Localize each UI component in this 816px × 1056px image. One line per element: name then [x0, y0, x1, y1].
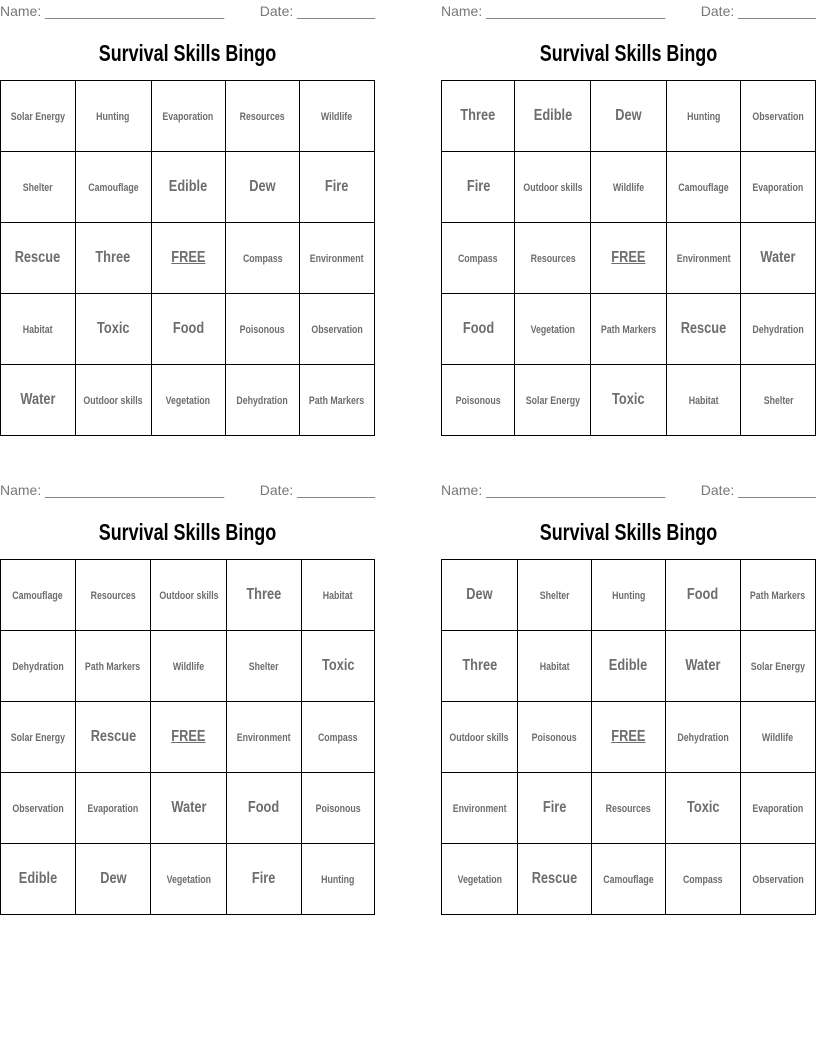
bingo-cell[interactable] [666, 81, 741, 152]
cell-label: Dew [249, 178, 276, 195]
cell-label: Three [461, 657, 497, 674]
cell-label: Dew [466, 586, 493, 603]
bingo-cell[interactable] [666, 365, 741, 436]
bingo-cell[interactable] [515, 294, 591, 365]
cell-label: Shelter [763, 395, 794, 407]
cell-label: Hunting [686, 111, 721, 123]
bingo-cell[interactable] [1, 294, 76, 365]
bingo-cell[interactable] [301, 844, 374, 915]
bingo-cell[interactable] [225, 365, 299, 436]
bingo-row [442, 773, 816, 844]
cell-label: Habitat [539, 661, 570, 673]
bingo-cell[interactable] [151, 81, 225, 152]
bingo-cell[interactable] [741, 294, 816, 365]
bingo-cell[interactable] [442, 294, 515, 365]
cell-label: Wildlife [172, 661, 205, 673]
bingo-row [1, 152, 375, 223]
cell-label: Camouflage [12, 590, 64, 602]
cell-label: Observation [12, 803, 64, 815]
date-field[interactable]: Date: __________ [700, 482, 816, 498]
bingo-cell[interactable] [226, 844, 301, 915]
bingo-cell[interactable] [1, 631, 76, 702]
free-space[interactable] [151, 223, 225, 294]
bingo-cell[interactable] [225, 294, 299, 365]
cell-label: Edible [533, 107, 573, 124]
cell-label: Compass [683, 874, 723, 886]
cell-label: Fire [466, 178, 490, 195]
bingo-cell[interactable] [442, 773, 518, 844]
bingo-cell[interactable] [1, 365, 76, 436]
cell-label: Poisonous [315, 803, 361, 815]
cell-label: Path Markers [600, 324, 657, 336]
cell-label: Fire [325, 178, 349, 195]
bingo-cell[interactable] [301, 773, 374, 844]
cell-label: Fire [542, 799, 566, 816]
bingo-cell[interactable] [75, 365, 151, 436]
cell-label: Dew [615, 107, 642, 124]
cell-label: Path Markers [309, 395, 365, 407]
bingo-cell[interactable] [442, 81, 515, 152]
cell-label: Environment [236, 732, 291, 744]
bingo-row [1, 702, 375, 773]
cell-label: Evaporation [87, 803, 139, 815]
cell-label: Rescue [15, 249, 61, 266]
bingo-cell[interactable] [299, 223, 374, 294]
date-field[interactable]: Date: __________ [259, 482, 375, 498]
cell-label: Food [248, 799, 280, 816]
bingo-cell[interactable] [442, 152, 515, 223]
bingo-cell[interactable] [666, 773, 741, 844]
bingo-row [1, 294, 375, 365]
cell-label: Three [95, 249, 131, 266]
cell-label: Hunting [321, 874, 355, 886]
cell-label: Rescue [531, 870, 577, 887]
cell-label: Camouflage [88, 182, 139, 194]
bingo-cell[interactable] [1, 702, 76, 773]
cell-label: Solar Energy [10, 732, 66, 744]
cell-label: Water [20, 391, 56, 408]
bingo-row [1, 223, 375, 294]
bingo-cell[interactable] [226, 560, 301, 631]
cell-label: Compass [242, 253, 283, 265]
cell-label: Dew [99, 870, 127, 887]
bingo-cell[interactable] [666, 223, 741, 294]
cell-label: FREE [171, 249, 206, 266]
cell-label: Observation [752, 111, 804, 123]
cell-label: Water [685, 657, 721, 674]
bingo-cell[interactable] [299, 152, 374, 223]
cell-label: Food [462, 320, 494, 337]
bingo-cell[interactable] [740, 560, 815, 631]
cell-label: Dehydration [677, 732, 729, 744]
bingo-cell[interactable] [442, 560, 518, 631]
bingo-row [442, 844, 816, 915]
cell-label: Compass [318, 732, 358, 744]
cell-label: Wildlife [612, 182, 645, 194]
bingo-cell[interactable] [75, 844, 150, 915]
cell-label: Habitat [22, 324, 53, 336]
cell-label: Toxic [612, 391, 645, 408]
bingo-grid [0, 559, 375, 915]
cell-label: Outdoor skills [449, 732, 510, 744]
cell-label: Outdoor skills [83, 395, 143, 407]
bingo-cell[interactable] [1, 81, 76, 152]
bingo-cell[interactable] [666, 560, 741, 631]
name-field[interactable]: Name: _______________________ [441, 3, 666, 19]
cell-label: Dehydration [752, 324, 804, 336]
bingo-cell[interactable] [1, 152, 76, 223]
bingo-cell[interactable] [666, 844, 741, 915]
cell-label: Rescue [680, 320, 727, 337]
cell-label: Shelter [539, 590, 570, 602]
cell-label: Water [170, 799, 207, 816]
cell-label: Environment [310, 253, 364, 265]
bingo-row [1, 365, 375, 436]
bingo-cell[interactable] [515, 152, 591, 223]
bingo-grid [441, 559, 816, 915]
bingo-row [1, 773, 375, 844]
bingo-grid [441, 80, 816, 436]
cell-label: Food [172, 320, 204, 337]
cell-label: Habitat [688, 395, 719, 407]
bingo-cell[interactable] [591, 294, 666, 365]
bingo-cell[interactable] [740, 844, 815, 915]
cell-label: FREE [171, 728, 206, 745]
bingo-cell[interactable] [1, 844, 76, 915]
bingo-cell[interactable] [515, 223, 591, 294]
bingo-cell[interactable] [225, 223, 299, 294]
bingo-cell[interactable] [299, 294, 374, 365]
cell-label: Outdoor skills [158, 590, 219, 602]
cell-label: Fire [252, 870, 276, 887]
bingo-cell[interactable] [75, 81, 151, 152]
cell-label: Camouflage [603, 874, 654, 886]
bingo-cell[interactable] [666, 631, 741, 702]
cell-label: Edible [18, 870, 58, 887]
bingo-cell[interactable] [741, 223, 816, 294]
cell-label: Vegetation [457, 874, 502, 886]
bingo-row [1, 631, 375, 702]
bingo-cell[interactable] [666, 702, 741, 773]
bingo-cell[interactable] [75, 294, 151, 365]
bingo-cell[interactable] [591, 365, 666, 436]
bingo-cell[interactable] [151, 294, 225, 365]
cell-label: Solar Energy [10, 111, 66, 123]
cell-label: Toxic [96, 320, 130, 337]
bingo-cell[interactable] [75, 773, 150, 844]
name-date-header [441, 3, 816, 21]
bingo-cell[interactable] [225, 81, 299, 152]
bingo-row [442, 223, 816, 294]
bingo-cell[interactable] [226, 702, 301, 773]
cell-label: Observation [752, 874, 804, 886]
cell-label: Evaporation [162, 111, 214, 123]
cell-label: Evaporation [752, 182, 804, 194]
bingo-row [442, 631, 816, 702]
bingo-cell[interactable] [1, 560, 76, 631]
cell-label: FREE [611, 249, 646, 266]
cell-label: Camouflage [678, 182, 729, 194]
bingo-cell[interactable] [301, 560, 374, 631]
cell-label: Hunting [96, 111, 130, 123]
bingo-cell[interactable] [515, 365, 591, 436]
bingo-cell[interactable] [517, 560, 591, 631]
name-field[interactable]: Name: _______________________ [0, 482, 225, 498]
cell-label: Evaporation [752, 803, 804, 815]
bingo-row [442, 152, 816, 223]
bingo-cell[interactable] [225, 152, 299, 223]
cell-label: Vegetation [166, 874, 211, 886]
bingo-cell[interactable] [591, 631, 665, 702]
card-title: Survival Skills Bingo [539, 40, 718, 66]
cell-label: Water [760, 249, 796, 266]
bingo-cell[interactable] [1, 773, 76, 844]
card-title: Survival Skills Bingo [98, 519, 277, 545]
bingo-cell[interactable] [151, 365, 225, 436]
bingo-cell[interactable] [591, 560, 665, 631]
cell-label: Poisonous [455, 395, 501, 407]
bingo-cell[interactable] [442, 631, 518, 702]
bingo-cell[interactable] [299, 365, 374, 436]
bingo-cell[interactable] [741, 152, 816, 223]
cell-label: Poisonous [531, 732, 577, 744]
bingo-row [442, 81, 816, 152]
bingo-cell[interactable] [741, 81, 816, 152]
cell-label: Resources [239, 111, 285, 123]
name-date-header [441, 482, 816, 500]
bingo-cell[interactable] [591, 844, 665, 915]
bingo-cell[interactable] [442, 844, 518, 915]
cell-label: Three [246, 586, 282, 603]
cell-label: Vegetation [165, 395, 211, 407]
bingo-cell[interactable] [75, 152, 151, 223]
free-space[interactable] [591, 223, 666, 294]
bingo-cell[interactable] [591, 773, 665, 844]
cell-label: Dehydration [12, 661, 64, 673]
bingo-cell[interactable] [226, 773, 301, 844]
bingo-cell[interactable] [151, 631, 227, 702]
cell-label: Resources [605, 803, 651, 815]
bingo-cell[interactable] [75, 560, 150, 631]
bingo-cell[interactable] [740, 773, 815, 844]
cell-label: Resources [530, 253, 576, 265]
bingo-cell[interactable] [517, 844, 591, 915]
cell-label: Toxic [686, 799, 720, 816]
cell-label: Three [460, 107, 496, 124]
cell-label: Observation [311, 324, 363, 336]
bingo-cell[interactable] [299, 81, 374, 152]
bingo-cell[interactable] [741, 365, 816, 436]
name-field[interactable]: Name: _______________________ [441, 482, 666, 498]
bingo-cell[interactable] [517, 773, 591, 844]
cell-label: Food [687, 586, 719, 603]
bingo-row [442, 560, 816, 631]
cell-label: Solar Energy [525, 395, 581, 407]
bingo-cell[interactable] [75, 631, 150, 702]
cell-label: Path Markers [85, 661, 141, 673]
cell-label: Edible [168, 178, 208, 195]
bingo-cell[interactable] [301, 631, 374, 702]
cell-label: Compass [458, 253, 499, 265]
cell-label: Edible [609, 657, 648, 674]
free-space[interactable] [151, 702, 227, 773]
bingo-cell[interactable] [151, 844, 227, 915]
cell-label: Path Markers [750, 590, 806, 602]
bingo-cell[interactable] [666, 294, 741, 365]
card-title: Survival Skills Bingo [98, 40, 277, 66]
cell-label: Solar Energy [750, 661, 805, 673]
bingo-cell[interactable] [442, 223, 515, 294]
bingo-cell[interactable] [591, 152, 666, 223]
cell-label: Toxic [321, 657, 355, 674]
cell-label: Shelter [248, 661, 279, 673]
bingo-cell[interactable] [301, 702, 374, 773]
bingo-row [442, 365, 816, 436]
name-date-header [0, 482, 375, 500]
bingo-cell[interactable] [75, 223, 151, 294]
bingo-cell[interactable] [75, 702, 150, 773]
bingo-cell[interactable] [740, 702, 815, 773]
bingo-cell[interactable] [151, 152, 225, 223]
cell-label: Environment [676, 253, 731, 265]
cell-label: Environment [452, 803, 507, 815]
bingo-cell[interactable] [517, 631, 591, 702]
date-field[interactable]: Date: __________ [700, 3, 816, 19]
card-title: Survival Skills Bingo [539, 519, 718, 545]
bingo-cell[interactable] [740, 631, 815, 702]
date-field[interactable]: Date: __________ [259, 3, 375, 19]
cell-label: Resources [90, 590, 136, 602]
cell-label: Vegetation [530, 324, 576, 336]
bingo-cell[interactable] [151, 773, 227, 844]
cell-label: Hunting [611, 590, 645, 602]
free-space[interactable] [591, 702, 665, 773]
bingo-cell[interactable] [442, 365, 515, 436]
bingo-row [442, 294, 816, 365]
cell-label: Rescue [90, 728, 136, 745]
cell-label: FREE [611, 728, 646, 745]
bingo-row [442, 702, 816, 773]
cell-label: Poisonous [239, 324, 285, 336]
name-field[interactable]: Name: _______________________ [0, 3, 225, 19]
cell-label: Habitat [322, 590, 353, 602]
bingo-cell[interactable] [666, 152, 741, 223]
cell-label: Wildlife [321, 111, 353, 123]
name-date-header [0, 3, 375, 21]
cell-label: Wildlife [762, 732, 794, 744]
cell-label: Dehydration [236, 395, 289, 407]
bingo-cell[interactable] [151, 560, 227, 631]
bingo-cell[interactable] [517, 702, 591, 773]
cell-label: Shelter [22, 182, 53, 194]
bingo-row [1, 844, 375, 915]
bingo-row [1, 560, 375, 631]
bingo-cell[interactable] [591, 81, 666, 152]
bingo-cell[interactable] [226, 631, 301, 702]
bingo-cell[interactable] [442, 702, 518, 773]
cell-label: Outdoor skills [523, 182, 583, 194]
bingo-cell[interactable] [1, 223, 76, 294]
bingo-cell[interactable] [515, 81, 591, 152]
bingo-row [1, 81, 375, 152]
bingo-grid [0, 80, 375, 436]
